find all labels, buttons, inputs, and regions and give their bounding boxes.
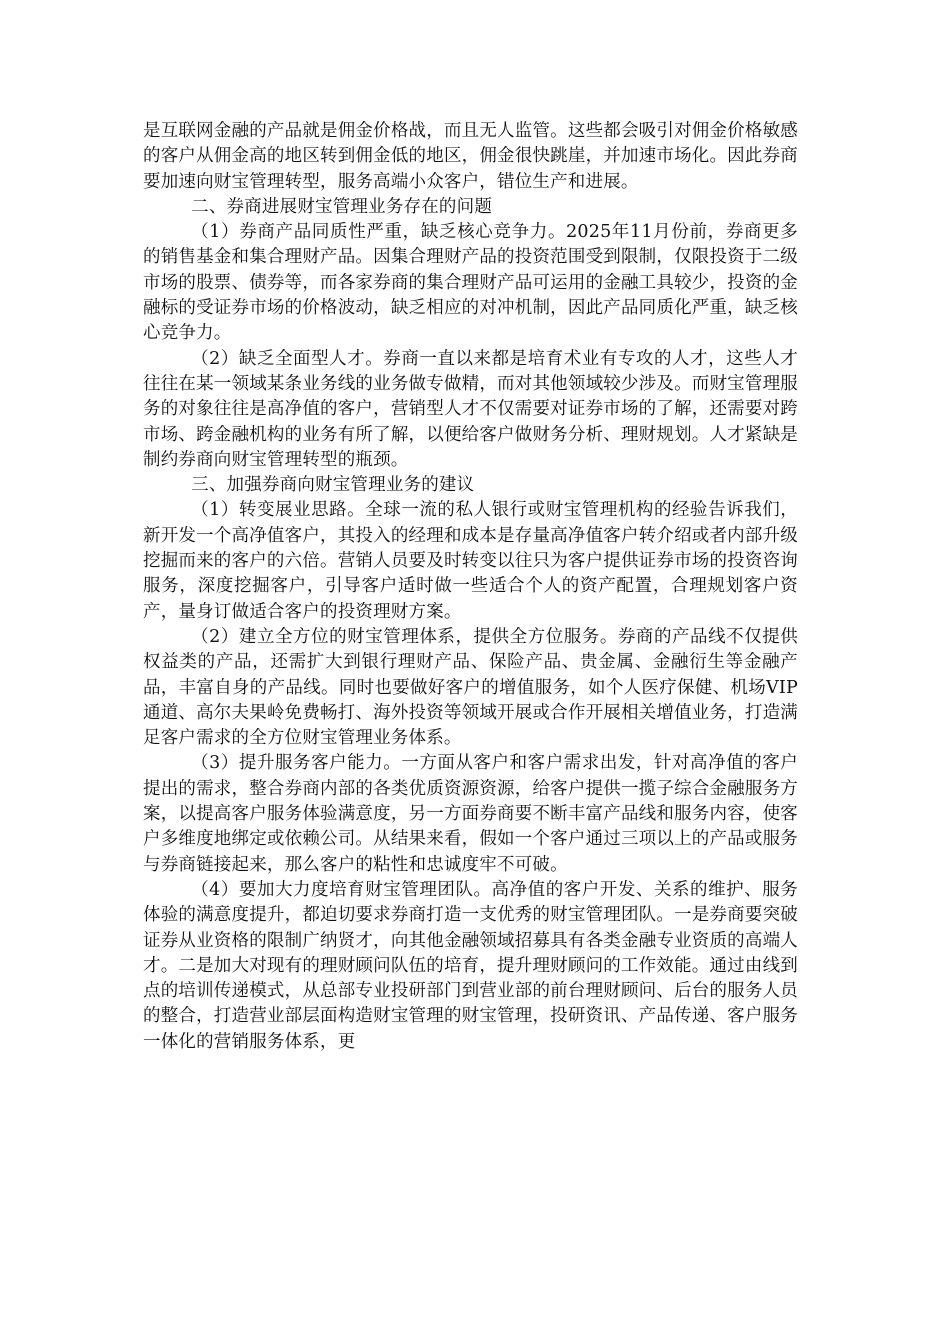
paragraph-suggestion-1: （1）转变展业思路。全球一流的私人银行或财宝管理机构的经验告诉我们，新开发一个高净值客户，其投入的经理和成本是存量高净值客户转介绍或者内部升级挖掘而来的客户的六倍。营销人员要及时转变以往只为客户提供证券市场的投资咨询服务，深度挖掘客户，引导客户适时做一些适合个人的资产配置，合理规划客户资产，量身订做适合客户的投资理财方案。 <box>143 500 798 622</box>
paragraph-problem-2: （2）缺乏全面型人才。券商一直以来都是培育术业有专攻的人才，这些人才往往在某一领域某条业务线的业务做专做精，而对其他领域较少涉及。而财宝管理服务的对象往往是高净值的客户，营销型人才不仅需要对证券市场的了解，还需要对跨市场、跨金融机构的业务有所了解，以便给客户做财务分析、理财规划。人才紧缺是制约券商向财宝管理转型的瓶颈。 <box>143 348 798 470</box>
paragraph-problem-1: （1）券商产品同质性严重，缺乏核心竞争力。2025年11月份前，券商更多的销售基金和集合理财产品。因集合理财产品的投资范围受到限制，仅限投资于二级市场的股票、债券等，而各家券商的集合理财产品可运用的金融工具较少，投资的金融标的受证券市场的价格波动，缺乏相应的对冲机制，因此产品同质化严重，缺乏核心竞争力。 <box>143 222 798 344</box>
paragraph-suggestion-3: （3）提升服务客户能力。一方面从客户和客户需求出发，针对高净值的客户提出的需求，整合券商内部的各类优质资源资源，给客户提供一揽子综合金融服务方案，以提高客户服务体验满意度，另一方面券商要不断丰富产品线和服务内容，使客户多维度地绑定或依赖公司。从结果来看，假如一个客户通过三项以上的产品或服务与券商链接起来，那么客户的粘性和忠诚度牢不可破。 <box>143 753 798 875</box>
paragraph-suggestion-2: （2）建立全方位的财宝管理体系，提供全方位服务。券商的产品线不仅提供权益类的产品，还需扩大到银行理财产品、保险产品、贵金属、金融衍生等金融产品，丰富自身的产品线。同时也要做好客户的增值服务，如个人医疗保健、机场VIP通道、高尔夫果岭免费畅打、海外投资等领域开展或合作开展相关增值业务，打造满足客户需求的全方位财宝管理业务体系。 <box>143 626 798 749</box>
section-heading-3: 三、加强券商向财宝管理业务的建议 <box>191 475 475 496</box>
paragraph-continuation: 是互联网金融的产品就是佣金价格战，而且无人监管。这些都会吸引对佣金价格敏感的客户从佣金高的地区转到佣金低的地区，佣金很快跳崖，并加速市场化。因此券商要加速向财宝管理转型，服务高端小众客户，错位生产和进展。 <box>143 121 798 192</box>
paragraph-suggestion-4: （4）要加大力度培育财宝管理团队。高净值的客户开发、关系的维护、服务体验的满意度提升，都迫切要求券商打造一支优秀的财宝管理团队。一是券商要突破证券从业资格的限制广纳贤才，向其他金融领域招募具有各类金融专业资质的高端人才。二是加大对现有的理财顾问队伍的培育，提升理财顾问的工作效能。通过由线到点的培训传递模式，从总部专业投研部门到营业部的前台理财顾问、后台的服务人员的整合，打造营业部层面构造财宝管理的财宝管理，投研资讯、产品传递、客户服务一体化的营销服务体系，更 <box>143 879 798 1052</box>
document-body <box>143 119 798 1055</box>
section-heading-2: 二、券商进展财宝管理业务存在的问题 <box>191 196 493 217</box>
